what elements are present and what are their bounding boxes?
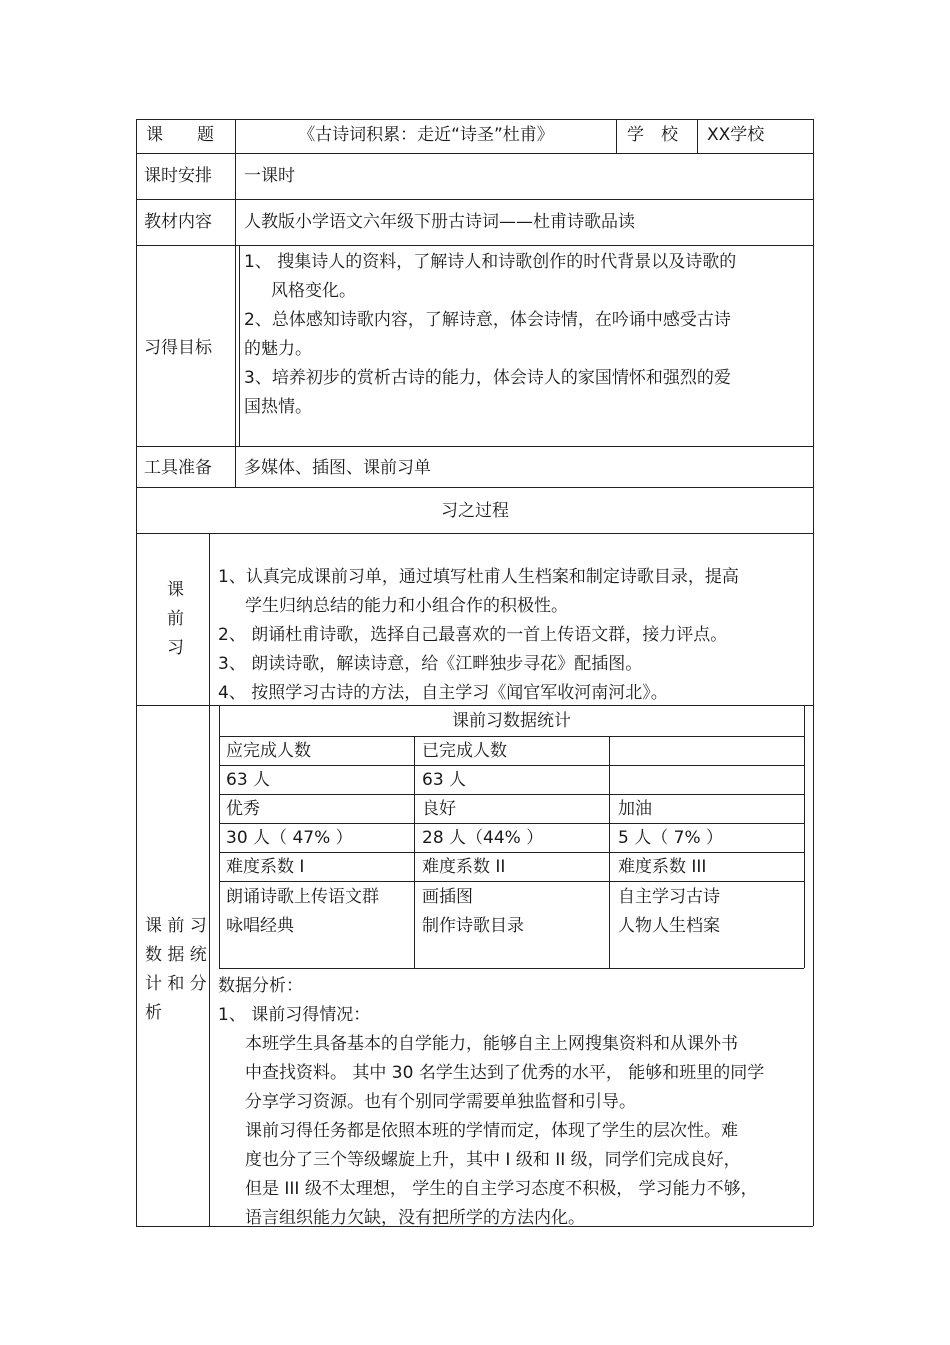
process-label-divider [209,533,210,1226]
stats-cell: 自主学习古诗 [618,887,720,907]
stats-border-bottom [219,968,804,969]
process-title: 习之过程 [441,501,509,521]
stats-col-line [609,736,610,968]
stats-cell: 难度系数 I [226,857,305,877]
stats-row-line [219,852,804,853]
school-value: XX学校 [707,125,765,145]
stats-row-line [219,765,804,766]
stats-cell: 63 人 [226,770,271,790]
row-divider [136,153,813,154]
stats-cell: 良好 [422,799,456,819]
pre-label-char: 课 [167,580,184,600]
pre-task-line: 2、 朗诵杜甫诗歌，选择自己最喜欢的一首上传语文群，接力评点。 [218,625,728,645]
table-border-left [136,119,137,1226]
table-border-right [813,119,814,1226]
analysis-line: 度也分了三个等级螺旋上升，其中 I 级和 II 级，同学们完成良好， [245,1150,741,1170]
stats-title: 课前习数据统计 [452,711,571,731]
pre-label-char: 习 [167,638,184,658]
pre-task-line: 4、 按照学习古诗的方法，自主学习《闻官军收河南河北》。 [218,683,668,703]
material-label: 教材内容 [144,212,212,232]
schedule-value: 一课时 [244,166,295,186]
analysis-line: 分享学习资源。也有个别同学需要单独监督和引导。 [245,1092,636,1112]
stats-cell: 朗诵诗歌上传语文群 [226,887,379,907]
row-divider [136,487,813,488]
stats-label-line: 课 前 习 [145,916,207,936]
analysis-line: 课前习得任务都是依照本班的学情而定，体现了学生的层次性。难 [245,1121,738,1141]
pre-label-char: 前 [167,609,184,629]
stats-border-left [219,705,220,968]
header-divider [697,119,698,153]
goals-inner-line [239,245,240,446]
stats-table [219,705,804,968]
stats-cell: 已完成人数 [422,741,507,761]
stats-cell: 难度系数 II [422,857,506,877]
row-divider [136,199,813,200]
stats-cell: 28 人（44% ） [422,828,544,848]
analysis-line: 中查找资料。 其中 30 名学生达到了优秀的水平， 能够和班里的同学 [245,1063,765,1083]
stats-cell: 咏唱经典 [226,916,294,936]
tools-value: 多媒体、插图、课前习单 [244,458,431,478]
stats-cell: 63 人 [422,770,467,790]
stats-row-line [219,736,804,737]
goal-line: 风格变化。 [271,281,356,301]
header-divider [616,119,617,153]
stats-cell: 应完成人数 [226,741,311,761]
analysis-line: 本班学生具备基本的自学能力，能够自主上网搜集资料和从课外书 [245,1034,738,1054]
stats-cell: 人物人生档案 [618,916,720,936]
stats-row-line [219,823,804,824]
stats-cell: 5 人（ 7% ） [618,828,723,848]
row-divider [136,446,813,447]
stats-label-line: 析 [145,1003,162,1023]
stats-row-line [219,794,804,795]
school-label: 学 校 [627,125,678,145]
stats-border-top [219,705,804,706]
stats-cell: 难度系数 III [618,857,707,877]
topic-value: 《古诗词积累：走近“诗圣”杜甫》 [298,125,554,145]
goal-line: 3、培养初步的赏析古诗的能力，体会诗人的家国情怀和强烈的爱 [244,368,731,388]
label-column-divider [235,119,236,487]
goal-line: 1、 搜集诗人的资料，了解诗人和诗歌创作的时代背景以及诗歌的 [244,252,737,272]
stats-col-line [414,736,415,968]
stats-row-line [219,881,804,882]
analysis-line: 语言组织能力欠缺，没有把所学的方法内化。 [245,1208,585,1228]
tools-label: 工具准备 [144,458,212,478]
pre-task-line: 1、认真完成课前习单，通过填写杜甫人生档案和制定诗歌目录，提高 [218,567,739,587]
analysis-title: 数据分析： [218,976,303,996]
row-divider [136,245,813,246]
schedule-label: 课时安排 [144,166,212,186]
stats-cell: 制作诗歌目录 [422,916,524,936]
goals-label: 习得目标 [144,338,212,358]
stats-label-line: 计 和 分 [145,974,207,994]
table-border-top [136,119,813,120]
analysis-subtitle: 1、 课前习得情况： [218,1005,371,1025]
stats-cell: 加油 [618,799,652,819]
stats-cell: 30 人（ 47% ） [226,828,353,848]
row-divider [136,533,813,534]
material-value: 人教版小学语文六年级下册古诗词——杜甫诗歌品读 [244,212,635,232]
goal-line: 2、总体感知诗歌内容，了解诗意，体会诗情，在吟诵中感受古诗 [244,310,731,330]
stats-cell: 优秀 [226,799,260,819]
stats-label-line: 数 据 统 [145,945,207,965]
stats-cell: 画插图 [422,887,473,907]
analysis-line: 但是 III 级不太理想， 学生的自主学习态度不积极， 学习能力不够， [245,1179,758,1199]
pre-task-line: 3、 朗读诗歌，解读诗意，给《江畔独步寻花》配插图。 [218,654,643,674]
goal-line: 的魅力。 [244,339,312,359]
pre-task-line: 学生归纳总结的能力和小组合作的积极性。 [245,596,568,616]
stats-border-right [804,705,805,968]
topic-label: 课 题 [146,125,214,145]
goal-line: 国热情。 [244,397,312,417]
